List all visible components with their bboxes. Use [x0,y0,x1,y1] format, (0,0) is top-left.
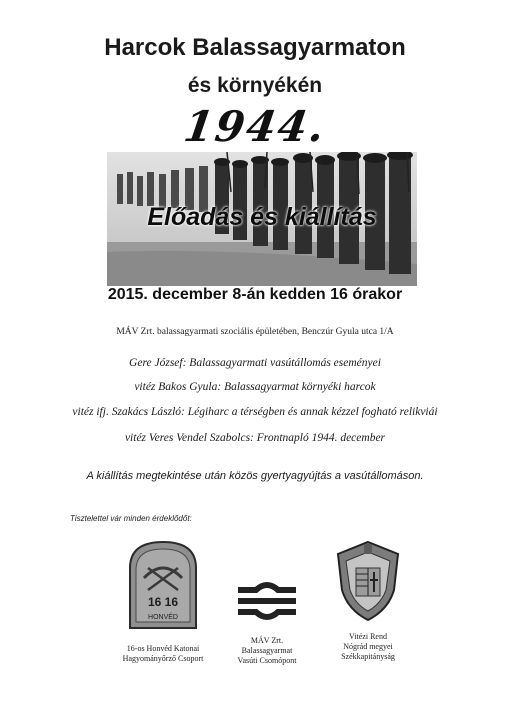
event-date: 2015. december 8-án kedden 16 órakor [107,286,403,303]
after-note: A kiállítás megtekintése után közös gyertyagyújtás a vasútállomáson. [86,470,424,482]
title-line2: és környékén [187,74,323,97]
talk-1: Gere József: Balassagyarmati vasútállomás eseményei [129,357,381,369]
vitezi-rend-crest-icon [334,540,402,622]
svg-text:HONVÉD: HONVÉD [148,614,178,621]
talk-4: vitéz Veres Vendel Szabolcs: Frontnapló 1944. december [124,432,386,444]
organizer-1-name: 16-os Honvéd Katonai Hagyományőrző Csoport [122,644,204,663]
organizer-2-name: MÁV Zrt. Balassagyarmat Vasúti Csomópont [237,636,297,665]
event-venue: MÁV Zrt. balassagyarmati szociális épületében, Benczúr Gyula utca 1/A [116,327,394,337]
talk-3: vitéz ifj. Szakács László: Légiharc a térségben és annak kézzel fogható relikviái [72,406,438,418]
honved-badge-icon [124,538,202,634]
year-heading: 1944. [180,102,330,151]
overlay-title: Előadás és kiállítás [147,203,377,231]
title-line1: Harcok Balassagyarmaton [104,34,406,61]
svg-text:16 16: 16 16 [147,595,179,609]
talk-2: vitéz Bakos Gyula: Balassagyarmat környéki harcok [134,381,376,393]
greeting: Tisztelettel vár minden érdeklődőt: [70,514,192,523]
mav-logo-icon [234,578,300,624]
organizer-3-name: Vitézi Rend Nógrád megyei Székkapitányság [341,632,395,661]
